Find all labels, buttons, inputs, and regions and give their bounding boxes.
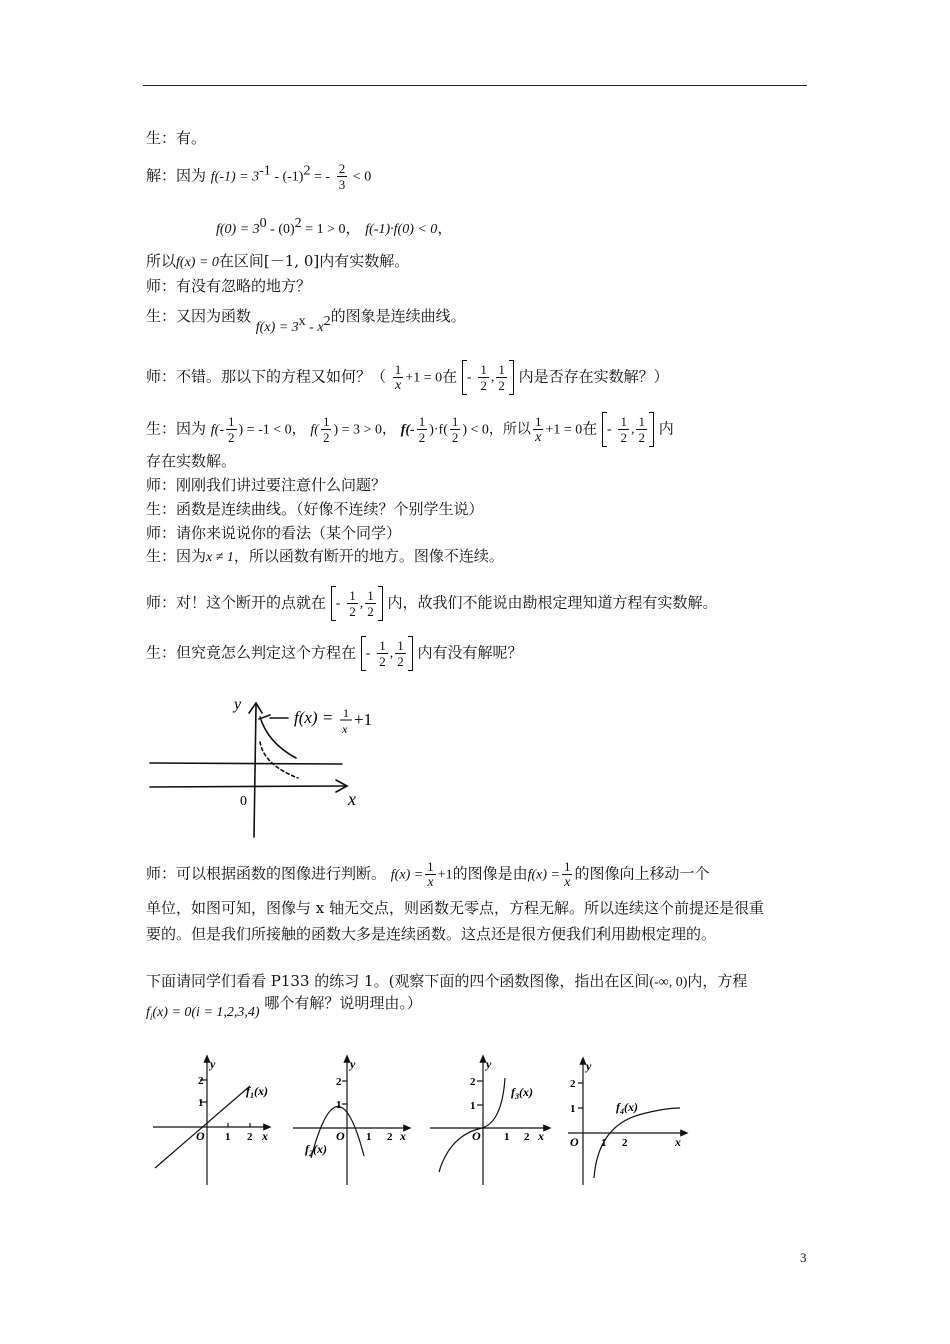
graph-label-f3: $f_3(x)$ <box>511 1085 533 1101</box>
g2-tick-x2: 2 <box>387 1131 393 1143</box>
g1-o: O <box>196 1129 205 1143</box>
line-student-continuous: 生：函数是连续曲线。（好像不连续？个别学生说） <box>146 500 484 518</box>
g3-x: x <box>538 1129 544 1143</box>
g2-tick-y1: 1 <box>336 1099 342 1111</box>
line-f0: $f(0) = 3^0 - (0)^2 = 1 > 0$， f(-1)·f(0) < 0， <box>216 216 453 237</box>
exercise-graphs <box>150 1050 695 1190</box>
page-number: 3 <box>800 1250 807 1265</box>
line-teacher-issue: 师：刚刚我们讲过要注意什么问题？ <box>146 476 387 494</box>
g2-tick-x1: 1 <box>366 1131 372 1143</box>
interval-bracket: - $\frac{1}{2}$ , $\frac{1}{2}$ <box>602 412 654 447</box>
g3-o: O <box>472 1129 481 1143</box>
line-teacher-graph: 师：可以根据函数的图像进行判断。 f(x) = $\frac{1}{x}$ +1的图像是由f(x) = $\frac{1}{x}$ 的图像向上移动一个 <box>146 859 710 890</box>
sketch-x-label: x <box>348 789 356 809</box>
line-teacher-right: 师：对！这个断开的点就在 - $\frac{1}{2}$ , $\frac{1}{2}$ 内，故我们不能说由勘根定理知道方程有实数解。 <box>146 588 718 619</box>
header-rule <box>143 85 807 86</box>
g1-tick-y2: 2 <box>198 1075 204 1087</box>
g2-y: y <box>350 1057 356 1071</box>
g4-x: x <box>675 1135 681 1149</box>
sketch-label-den: x <box>342 722 348 736</box>
g4-o: O <box>570 1135 579 1149</box>
graph-label-f1: $f_1(x)$ <box>246 1084 268 1100</box>
line-student-how: 生：但究竟怎么判定这个方程在 - $\frac{1}{2}$ , $\frac{1}{2}$ 内有没有解呢？ <box>146 638 523 669</box>
sketch-label-tail: +1 <box>354 710 373 729</box>
line-student-yes: 生：有。 <box>146 129 207 147</box>
interval-bracket: - $\frac{1}{2}$ , $\frac{1}{2}$ <box>361 636 413 671</box>
line-student-because: 生：因为 f(- $\frac{1}{2}$ ) = -1 < 0， f( $\frac{1}{2}$ ) = 3 > 0， f(- $\frac{1}{2}$ )·f( $\frac{1}{2}$ ) < 0，所以 $\frac{1}{x}$ +1 = 0在 - $\frac{1}{2}$ , $\frac{1}{2}$ 内 <box>146 414 674 445</box>
interval-bracket: - $\frac{1}{2}$ , $\frac{1}{2}$ <box>331 586 383 621</box>
line-solution: 解：因为 $f(-1) = 3^{-1} - (-1)^2$ = - $\frac{2}{3}$ < 0 <box>146 161 372 192</box>
g2-x: x <box>400 1129 406 1143</box>
line-teacher-question: 师：不错。那以下的方程又如何？（ $\frac{1}{x}$ +1 = 0在 - $\frac{1}{2}$ , $\frac{1}{2}$ 内是否存在实数解？） <box>146 362 669 393</box>
g3-tick-y1: 1 <box>470 1100 476 1112</box>
g1-tick-x2: 2 <box>247 1131 253 1143</box>
graph-label-f2: $f_2(x)$ <box>305 1142 327 1158</box>
line-teacher-invite: 师：请你来说说你的看法（某个同学） <box>146 524 402 542</box>
hand-sketch-graph <box>146 685 446 840</box>
line-exercise-eq: $f_i(x) = 0(i = 1,2,3,4)$ 哪个有解？说明理由。） <box>146 994 422 1022</box>
sketch-function-label: f(x) = <box>294 708 334 727</box>
g1-y: y <box>210 1057 216 1071</box>
graph-label-f4: $f_4(x)$ <box>616 1100 638 1116</box>
sketch-y-label: y <box>234 696 242 713</box>
g3-tick-x1: 1 <box>504 1131 510 1143</box>
g2-o: O <box>336 1129 345 1143</box>
line-conclusion: 所以f(x) = 0在区间[－1, 0]内有实数解。 <box>146 252 410 270</box>
g4-tick-x2: 2 <box>622 1137 628 1149</box>
line-continuous: 生：又因为函数 $f(x) = 3^x - x^2$的图象是连续曲线。 <box>146 307 466 335</box>
line-student-break: 生：因为x ≠ 1，所以函数有断开的地方。图像不连续。 <box>146 547 504 565</box>
sketch-label-num: 1 <box>343 706 349 720</box>
g3-tick-x2: 2 <box>524 1131 530 1143</box>
g1-x: x <box>262 1129 268 1143</box>
g2-tick-y2: 2 <box>336 1076 342 1088</box>
sketch-origin-label: 0 <box>240 794 247 809</box>
line-exercise: 下面请同学们看看 P133 的练习 1。(观察下面的四个函数图像，指出在区间(-∞, 0)内，方程 <box>146 972 748 990</box>
g1-tick-y1: 1 <box>198 1097 204 1109</box>
g1-tick-x1: 1 <box>225 1131 231 1143</box>
g4-y: y <box>586 1059 592 1073</box>
g4-tick-y2: 2 <box>570 1078 576 1090</box>
interval-bracket: - $\frac{1}{2}$ , $\frac{1}{2}$ <box>462 360 514 395</box>
g3-y: y <box>486 1057 492 1071</box>
line-important: 要的。但是我们所接触的函数大多是连续函数。这点还是很方便我们利用勘根定理的。 <box>146 925 717 943</box>
line-teacher-ask: 师：有没有忽略的地方？ <box>146 277 312 295</box>
line-exists: 存在实数解。 <box>146 452 237 470</box>
g4-tick-y1: 1 <box>570 1103 576 1115</box>
g4-tick-x1: 1 <box>601 1137 607 1149</box>
g3-tick-y2: 2 <box>470 1076 476 1088</box>
line-unit: 单位，如图可知，图像与 x 轴无交点，则函数无零点，方程无解。所以连续这个前提还是很重 <box>146 899 764 917</box>
